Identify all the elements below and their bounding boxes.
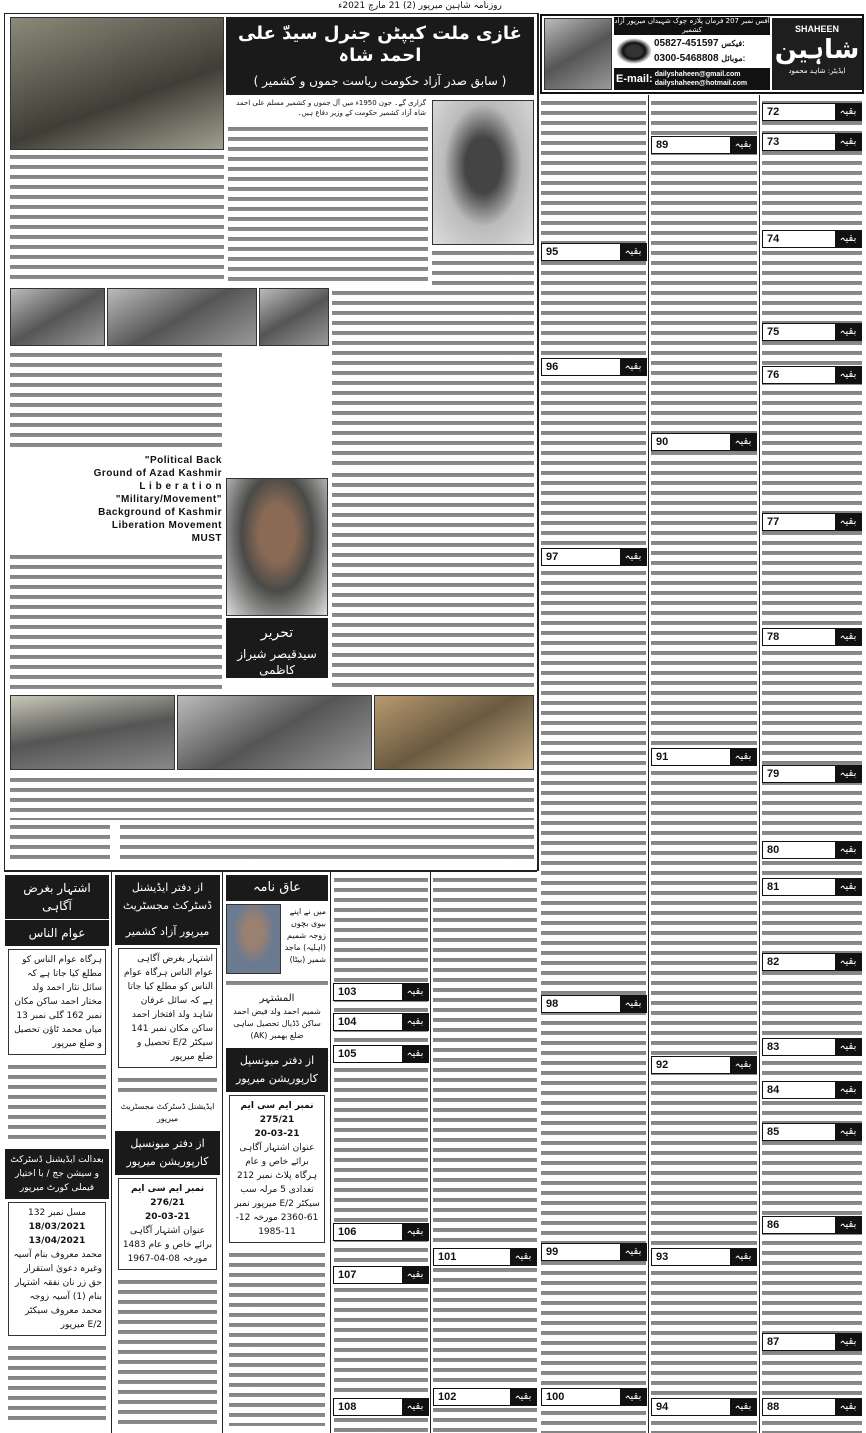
continuation-box: [651, 1248, 757, 1266]
continuation-tag: بقیہ: [730, 1399, 756, 1415]
continuation-tag: بقیہ: [402, 1224, 428, 1240]
archive-photo: [259, 288, 329, 346]
continuation-tag: بقیہ: [730, 434, 756, 450]
continuation-box: [333, 1013, 429, 1031]
continuation-number: 87: [767, 1336, 780, 1348]
notice-body: میں نے اپنے بیوی بچوں زوجہ شمیم (اہلیہ) ماجد شمیر (بیٹا): [284, 907, 326, 964]
continuation-number: 75: [767, 326, 780, 338]
author-name: سیدقیصر شیراز کاظمی: [237, 647, 317, 677]
email-link[interactable]: dailyshaheen@hotmail.com: [654, 80, 748, 87]
continuation-number: 73: [767, 136, 780, 148]
funeral-photo: [10, 17, 224, 150]
continuation-tag: بقیہ: [730, 749, 756, 765]
continuation-tag: بقیہ: [402, 984, 428, 1000]
continuation-tag: بقیہ: [835, 842, 861, 858]
continuation-box: [762, 103, 862, 121]
continuation-box: [762, 133, 862, 151]
continuation-box: [762, 1216, 862, 1234]
notice-body: عنوان اشتہار آگاہی برائے خاص و عام 1483 مورخہ 08-04-1967: [122, 1226, 213, 1264]
continuation-number: 83: [767, 1041, 780, 1053]
continuation-number: 106: [338, 1226, 357, 1238]
notice-court: [5, 1149, 109, 1339]
continuation-number: 80: [767, 844, 780, 856]
continuation-number: 97: [546, 551, 559, 563]
continuation-box: [762, 1038, 862, 1056]
continuation-box: [333, 1223, 429, 1241]
group-photo: [10, 695, 175, 770]
continuation-tag: بقیہ: [402, 1267, 428, 1283]
continuation-tag: بقیہ: [620, 359, 646, 375]
continuation-tag: بقیہ: [402, 1046, 428, 1062]
continuation-box: [433, 1248, 537, 1266]
continuation-box: [651, 1398, 757, 1416]
archive-photo: [10, 288, 105, 346]
continuation-box: [762, 878, 862, 896]
continuation-tag: بقیہ: [835, 1399, 861, 1415]
dateline: روزنامہ شاہین میرپور (2) 21 مارچ 2021ء: [338, 1, 502, 11]
continuation-box: [762, 323, 862, 341]
headline-banner: [226, 17, 534, 95]
notice-body: اشتہار بغرض آگاہی عوام الناس ہرگاہ عوام الناس کو مطلع کیا جاتا ہے کہ سائل عرفان شاہد ولد افتخار احمد ساکن مکان نمبر 141 سیکٹر E/2 تحصیل و ضلع میرپور: [118, 948, 217, 1068]
continuation-box: [651, 748, 757, 766]
continuation-tag: بقیہ: [835, 367, 861, 383]
english-term: Liberation Movement: [111, 520, 222, 531]
continuation-box: [541, 548, 647, 566]
disinheritance-notice: [226, 875, 328, 1042]
continuation-box: [762, 1123, 862, 1141]
continuation-tag: بقیہ: [835, 1124, 861, 1140]
archive-photo: [107, 288, 257, 346]
continuation-number: 81: [767, 881, 780, 893]
continuation-tag: بقیہ: [510, 1249, 536, 1265]
notice-municipal: [115, 1131, 220, 1273]
continuation-box: [541, 1243, 647, 1261]
continuation-tag: بقیہ: [620, 996, 646, 1012]
date: 20-03-21: [254, 1129, 300, 1139]
continuation-tag: بقیہ: [835, 104, 861, 120]
notice-column: [5, 875, 109, 1430]
continuation-number: 85: [767, 1126, 780, 1138]
continuation-box: [651, 433, 757, 451]
continuation-tag: بقیہ: [620, 1244, 646, 1260]
continuation-box: [762, 1398, 862, 1416]
continuation-tag: بقیہ: [510, 1389, 536, 1405]
notice-title: عاق نامہ: [226, 875, 328, 901]
continuation-box: [762, 366, 862, 384]
english-term: "Political Back: [144, 455, 222, 466]
continuation-box: [762, 1333, 862, 1351]
continuation-number: 96: [546, 361, 559, 373]
continuation-number: 103: [338, 986, 357, 998]
editor-line: ایڈیٹر: شاہد محمود: [788, 67, 846, 75]
continuation-tag: بقیہ: [402, 1399, 428, 1415]
continuation-tag: بقیہ: [835, 1217, 861, 1233]
email-box: [614, 68, 770, 90]
reference-number: نمبر ایم سی ایم 275/21: [240, 1101, 314, 1125]
continuation-number: 101: [438, 1251, 457, 1263]
notice-subtitle: عوام الناس: [5, 919, 109, 946]
continuation-box: [651, 136, 757, 154]
author-photo: [226, 478, 328, 616]
continuation-number: 92: [656, 1059, 669, 1071]
notice-subtitle: میرپور آزاد کشمیر: [115, 919, 220, 945]
continuation-tag: بقیہ: [835, 1334, 861, 1350]
continuation-number: 74: [767, 233, 780, 245]
continuation-box: [541, 995, 647, 1013]
email-label: E-mail:: [616, 73, 653, 85]
continuation-number: 95: [546, 246, 559, 258]
english-term: MUST: [191, 533, 222, 544]
english-term: Background of Kashmir: [98, 507, 222, 518]
continuation-number: 89: [656, 139, 669, 151]
continuation-box: [762, 765, 862, 783]
english-term: Ground of Azad Kashmir: [93, 468, 222, 479]
office-address: آفس نمبر 207 فرمان پلازہ چوک شہیداں میرپور آزاد کشمیر: [614, 17, 770, 34]
notice-body: عنوان اشتہار آگاہی برائے خاص و عام ہرگاہ پلاٹ نمبر 212 تعدادی 5 مرلہ سب سیکٹر E/2 میرپور نمبر 61-2360 مورخہ 12-11-1985: [234, 1143, 320, 1237]
brand-english: SHAHEEN: [794, 24, 839, 34]
continuation-tag: بقیہ: [620, 244, 646, 260]
brand-urdu: شاہین: [774, 35, 860, 65]
notice-column: [115, 875, 220, 1430]
author-box: [226, 478, 328, 678]
fax-label: فیکس:: [721, 39, 745, 48]
continuation-tag: بقیہ: [835, 324, 861, 340]
continuation-box: [762, 628, 862, 646]
continuation-number: 94: [656, 1401, 669, 1413]
continuation-number: 88: [767, 1401, 780, 1413]
person-photo: [226, 904, 281, 974]
continuation-number: 84: [767, 1084, 780, 1096]
author-label: تحریر: [260, 625, 294, 641]
continuation-tag: بقیہ: [835, 629, 861, 645]
continuation-box: [333, 1266, 429, 1284]
date: 18/03/2021: [28, 1222, 86, 1232]
email-link[interactable]: dailyshaheen@gmail.com: [654, 71, 741, 78]
publisher-label: المشتہر: [259, 993, 295, 1004]
continuation-tag: بقیہ: [730, 1249, 756, 1265]
continuation-number: 100: [546, 1391, 565, 1403]
masthead: [540, 14, 864, 94]
continuation-number: 98: [546, 998, 559, 1010]
continuation-tag: بقیہ: [835, 954, 861, 970]
continuation-box: [541, 1388, 647, 1406]
continuation-number: 93: [656, 1251, 669, 1263]
eagle-logo: [616, 38, 652, 64]
portrait-photo: [432, 100, 534, 245]
notice-body: ہرگاہ عوام الناس کو مطلع کیا جاتا ہے کہ سائل نثار احمد ولد مختار احمد ساکن مکان نمبر 162 گلی نمبر 13 میاں محمد ٹاؤن تحصیل و ضلع میرپور: [8, 949, 106, 1055]
continuation-number: 79: [767, 768, 780, 780]
continuation-number: 102: [438, 1391, 457, 1403]
notice-municipal: [226, 1048, 328, 1246]
continuation-box: [433, 1388, 537, 1406]
continuation-box: [333, 983, 429, 1001]
continuation-tag: بقیہ: [835, 514, 861, 530]
mobile-label: موبائل:: [721, 54, 746, 63]
continuation-box: [333, 1045, 429, 1063]
notice-title: از دفتر ایڈیشنل ڈسٹرکٹ مجسٹریٹ: [115, 875, 220, 919]
subheadline: ( سابق صدر آزاد حکومت ریاست جموں و کشمیر ): [253, 74, 507, 88]
continuation-number: 104: [338, 1016, 357, 1028]
reference-number: نمبر ایم سی ایم 276/21: [130, 1184, 205, 1208]
continuation-number: 105: [338, 1048, 357, 1060]
english-terms: [10, 454, 222, 545]
notice-public: [5, 875, 109, 1058]
continuation-tag: بقیہ: [620, 1389, 646, 1405]
notice-title: از دفتر میونسپل کارپوریشن میرپور: [115, 1131, 220, 1175]
continuation-number: 77: [767, 516, 780, 528]
continuation-box: [541, 358, 647, 376]
continuation-tag: بقیہ: [835, 134, 861, 150]
continuation-box: [762, 953, 862, 971]
continuation-tag: بقیہ: [835, 1039, 861, 1055]
continuation-number: 72: [767, 106, 780, 118]
notice-column: [226, 875, 328, 1430]
continuation-number: 91: [656, 751, 669, 763]
continuation-number: 82: [767, 956, 780, 968]
notice-magistrate: [115, 875, 220, 1071]
continuation-number: 90: [656, 436, 669, 448]
continuation-box: [762, 513, 862, 531]
logo: [772, 18, 862, 90]
fax-number: 05827-451597: [654, 38, 719, 49]
english-term: L i b e r a t i o n: [139, 481, 222, 492]
notice-title: بعدالت ایڈیشنل ڈسٹرکٹ و سیشن جج / با اختیار فیملی کورٹ میرپور: [5, 1149, 109, 1199]
monument-photo: [544, 18, 612, 90]
english-term: "Military/Movement": [115, 494, 222, 505]
continuation-box: [762, 1081, 862, 1099]
continuation-box: [762, 230, 862, 248]
group-photo: [374, 695, 534, 770]
continuation-tag: بقیہ: [835, 766, 861, 782]
notice-signature: ایڈیشنل ڈسٹرکٹ مجسٹریٹ میرپور: [120, 1102, 215, 1123]
publisher: شمیم احمد ولد فیض احمد ساکن ڈڈیال تحصیل ساہی ضلع بھمبر (AK): [233, 1007, 321, 1040]
continuation-tag: بقیہ: [730, 1057, 756, 1073]
continuation-number: 107: [338, 1269, 357, 1281]
continuation-number: 76: [767, 369, 780, 381]
notice-body: محمد معروف بنام آسیہ وغیرہ دعویٰ استقرار حق زر نان نفقہ اشتہار بنام (1) آسیہ زوجہ محمد معروف سیکٹر E/2 میرپور: [13, 1250, 102, 1330]
continuation-number: 99: [546, 1246, 559, 1258]
continuation-box: [762, 841, 862, 859]
article-intro: گزاری گے۔ جون 1950ء میں آل جموں و کشمیر مسلم علی احمد شاہ آزاد کشمیر حکومت کے وزیر دفاع ہیں۔: [236, 99, 426, 117]
continuation-box: [333, 1398, 429, 1416]
group-photo: [177, 695, 372, 770]
continuation-tag: بقیہ: [835, 1082, 861, 1098]
continuation-tag: بقیہ: [730, 137, 756, 153]
date: 20-03-21: [144, 1212, 191, 1222]
date: 13/04/2021: [28, 1236, 86, 1246]
continuation-number: 108: [338, 1401, 357, 1413]
notice-title: اشتہار بغرض آگاہی: [5, 875, 109, 919]
mobile-number: 0300-5468808: [654, 53, 719, 64]
continuation-tag: بقیہ: [620, 549, 646, 565]
continuation-tag: بقیہ: [835, 879, 861, 895]
continuation-number: 78: [767, 631, 780, 643]
page-title: غازی ملت کیپٹن جنرل سیدّ علی احمد شاہ: [238, 23, 522, 66]
continuation-box: [651, 1056, 757, 1074]
notice-title: از دفتر میونسپل کارپوریشن میرپور: [226, 1048, 328, 1092]
continuation-number: 86: [767, 1219, 780, 1231]
continuation-tag: بقیہ: [835, 231, 861, 247]
continuation-tag: بقیہ: [402, 1014, 428, 1030]
case-number: مسل نمبر 132: [28, 1208, 86, 1218]
continuation-box: [541, 243, 647, 261]
